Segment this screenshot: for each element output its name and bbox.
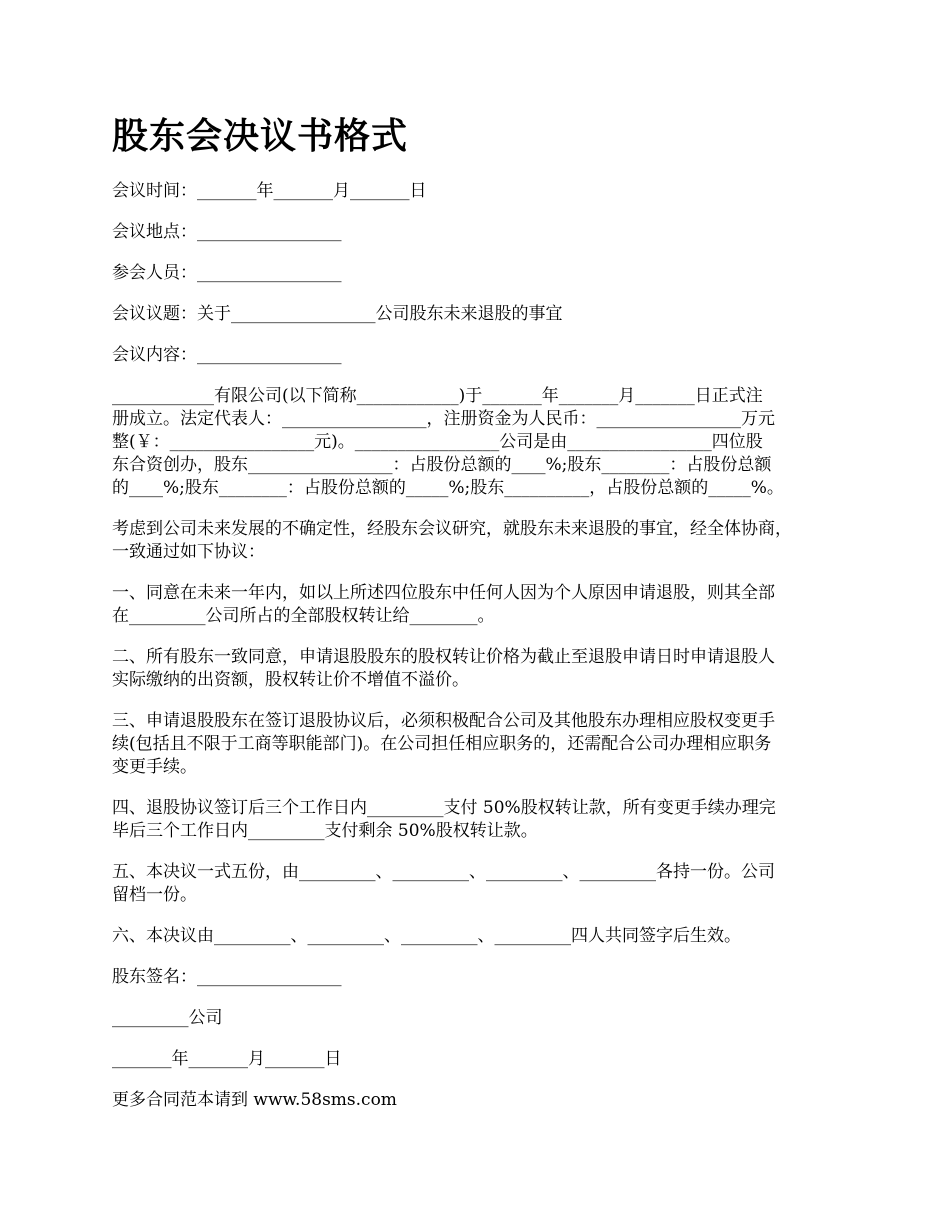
meeting-attendees: 参会人员：_________________: [112, 263, 342, 283]
signature-date: _______年_______月_______日: [112, 1049, 342, 1069]
clause-2: 二、所有股东一致同意，申请退股股东的股权转让价格为截止至退股申请日时申请退股人 实际缴纳的出资额，股权转让价不增值不溢价。: [112, 647, 775, 690]
document-title: 股东会决议书格式: [112, 115, 409, 157]
meeting-topic: 会议议题：关于_________________公司股东未来退股的事宜: [112, 304, 563, 324]
intro-paragraph: 考虑到公司未来发展的不确定性，经股东会议研究，就股东未来退股的事宜，经全体协商， 一致通过如下协议：: [112, 519, 792, 562]
document-body: [112, 180, 842, 1130]
meeting-time: 会议时间：_______年_______月_______日: [112, 181, 427, 201]
clause-6: 六、本决议由_________、_________、_________、_________四人共同签字后生效。: [112, 926, 741, 946]
meeting-place: 会议地点：_________________: [112, 222, 342, 242]
company-signature: _________公司: [112, 1008, 223, 1028]
clause-5: 五、本决议一式五份，由_________、_________、_________、_________各持一份。公司 留档一份。: [112, 862, 775, 905]
shareholder-signature: 股东签名：_________________: [112, 967, 342, 987]
clause-1: 一、同意在未来一年内，如以上所述四位股东中任何人因为个人原因申请退股，则其全部 在_________公司所占的全部股权转让给________。: [112, 583, 775, 626]
meeting-content: 会议内容：_________________: [112, 345, 342, 365]
clause-4: 四、退股协议签订后三个工作日内_________支付 50%股权转让款，所有变更手续办理完 毕后三个工作日内_________支付剩余 50%股权转让款。: [112, 798, 776, 841]
company-info-paragraph: ____________有限公司(以下简称____________)于_______年_______月_______日正式注 册成立。法定代表人：_________________，注册资金为人民币：_________________万元 整(￥：_________________元)。_________________公司是由_________________四位股 东合资创办，股东_________________：占股份总额的____%;股东________：占股份总额 的____%;股东________：占股份总额的_____%;股东__________，占股份总额的_____%。: [112, 386, 784, 498]
clause-3: 三、申请退股股东在签订退股协议后，必须积极配合公司及其他股东办理相应股权变更手 续(包括且不限于工商等职能部门)。在公司担任相应职务的，还需配合公司办理相应职务 变更手续。: [112, 711, 775, 777]
footer-link-text: 更多合同范本请到 www.58sms.com: [112, 1090, 397, 1110]
